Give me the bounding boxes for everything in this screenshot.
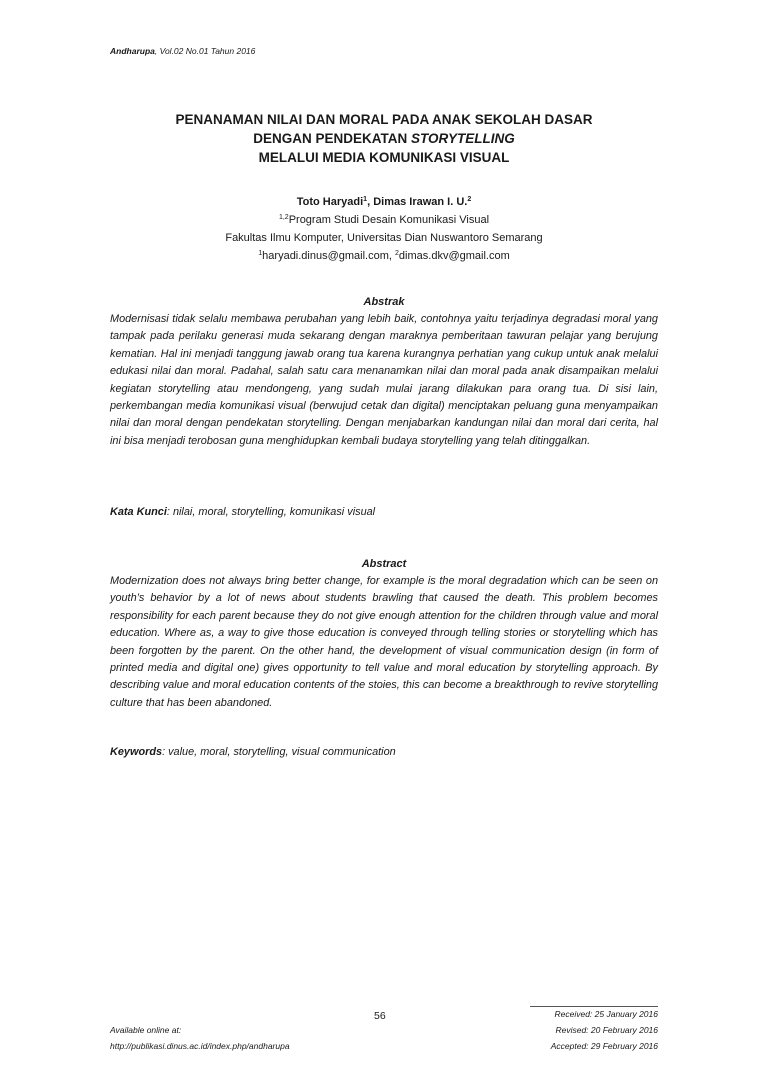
email-1-sup: 1 [258,250,263,257]
author-block [110,193,658,265]
abstract-body: Modernization does not always bring better change, for example is the moral degradation which can be seen on youth’s behavior by a lot of news about students brawling that caused the death. This problem becomes responsibility for each parent because they do not give enough attention for the children through value and moral education. Where as, a way to give those education is conveyed through telling stories or storytelling which has been forgotten by the parent. On the other hand, the development of visual communication design (in form of printed media and digital one) gives opportunity to tell value and moral education by storytelling approach. By describing value and moral education contents of the stoies, this can become a breakthrough to revive storytelling culture that has been abandoned. [110,575,658,709]
footer-availability [110,1022,290,1054]
email-2: dimas.dkv@gmail.com [398,250,510,262]
kata-kunci-values: : nilai, moral, storytelling, komunikasi visual [166,506,376,518]
received-date: Received: 25 January 2016 [554,1009,658,1019]
accepted-date: Accepted: 29 February 2016 [550,1041,658,1051]
affiliation-2: Fakultas Ilmu Komputer, Universitas Dian Nuswantoro Semarang [225,232,543,244]
author-1-sup: 1 [363,196,368,203]
author-names [110,193,658,211]
available-online-label: Available online at: [110,1025,182,1035]
author-2-sup: 2 [467,196,472,203]
footer-dates [551,1006,658,1054]
title-line-2-italic: STORYTELLING [411,131,515,146]
title-line-1: PENANAMAN NILAI DAN MORAL PADA ANAK SEKOLAH DASAR [175,112,593,127]
author-1: Toto Haryadi [296,196,364,208]
author-emails [110,247,658,265]
keywords-values: : value, moral, storytelling, visual communication [162,746,396,758]
journal-url[interactable]: http://publikasi.dinus.ac.id/index.php/andharupa [110,1041,290,1051]
keywords [110,746,658,758]
email-1: haryadi.dinus@gmail.com, [262,250,396,262]
paper-title [110,110,658,167]
running-header [110,46,255,56]
kata-kunci [110,506,658,518]
affiliation-1 [110,211,658,229]
journal-issue: , Vol.02 No.01 Tahun 2016 [154,46,256,56]
abstrak-body: Modernisasi tidak selalu membawa perubahan yang lebih baik, contohnya yaitu terjadinya degradasi moral yang tampak pada perilaku generasi muda sekarang dengan maraknya pemberitaan tawuran pelajar yang berujung kematian. Hal ini menjadi tanggung jawab orang tua karena kurangnya perhatian yang cukup untuk anak melalui edukasi nilai dan moral. Padahal, salah satu cara menanamkan nilai dan moral pada anak disampaikan melalui kegiatan storytelling atau mendongeng, yang sudah mulai jarang dilakukan para orang tua. Di sisi lain, perkembangan media komunikasi visual (berwujud cetak dan digital) menciptakan peluang guna menyampaikan nilai dan moral dengan pendekatan storytelling. Dengan menjabarkan kandungan nilai dan moral dari cerita, hal ini bisa menjadi terobosan guna menghidupkan kembali budaya storytelling yang telah ditinggalkan. [110,313,658,447]
title-line-2-prefix: DENGAN PENDEKATAN [253,131,411,146]
affiliation-1-text: Program Studi Desain Komunikasi Visual [288,214,490,226]
revised-date: Revised: 20 February 2016 [555,1025,658,1035]
email-2-sup: 2 [395,250,399,257]
journal-name: Andharupa [110,46,155,56]
author-2: Dimas Irawan I. U. [373,196,468,208]
title-line-3: MELALUI MEDIA KOMUNIKASI VISUAL [258,150,510,165]
page-number: 56 [374,1010,386,1022]
title-line-2 [110,129,658,148]
author-separator: , [367,196,374,208]
abstract-heading: Abstract [361,558,407,570]
kata-kunci-label: Kata Kunci [110,506,167,518]
abstrak-heading: Abstrak [363,296,405,308]
affiliation-sup: 1,2 [278,214,289,221]
keywords-label: Keywords [110,746,163,758]
